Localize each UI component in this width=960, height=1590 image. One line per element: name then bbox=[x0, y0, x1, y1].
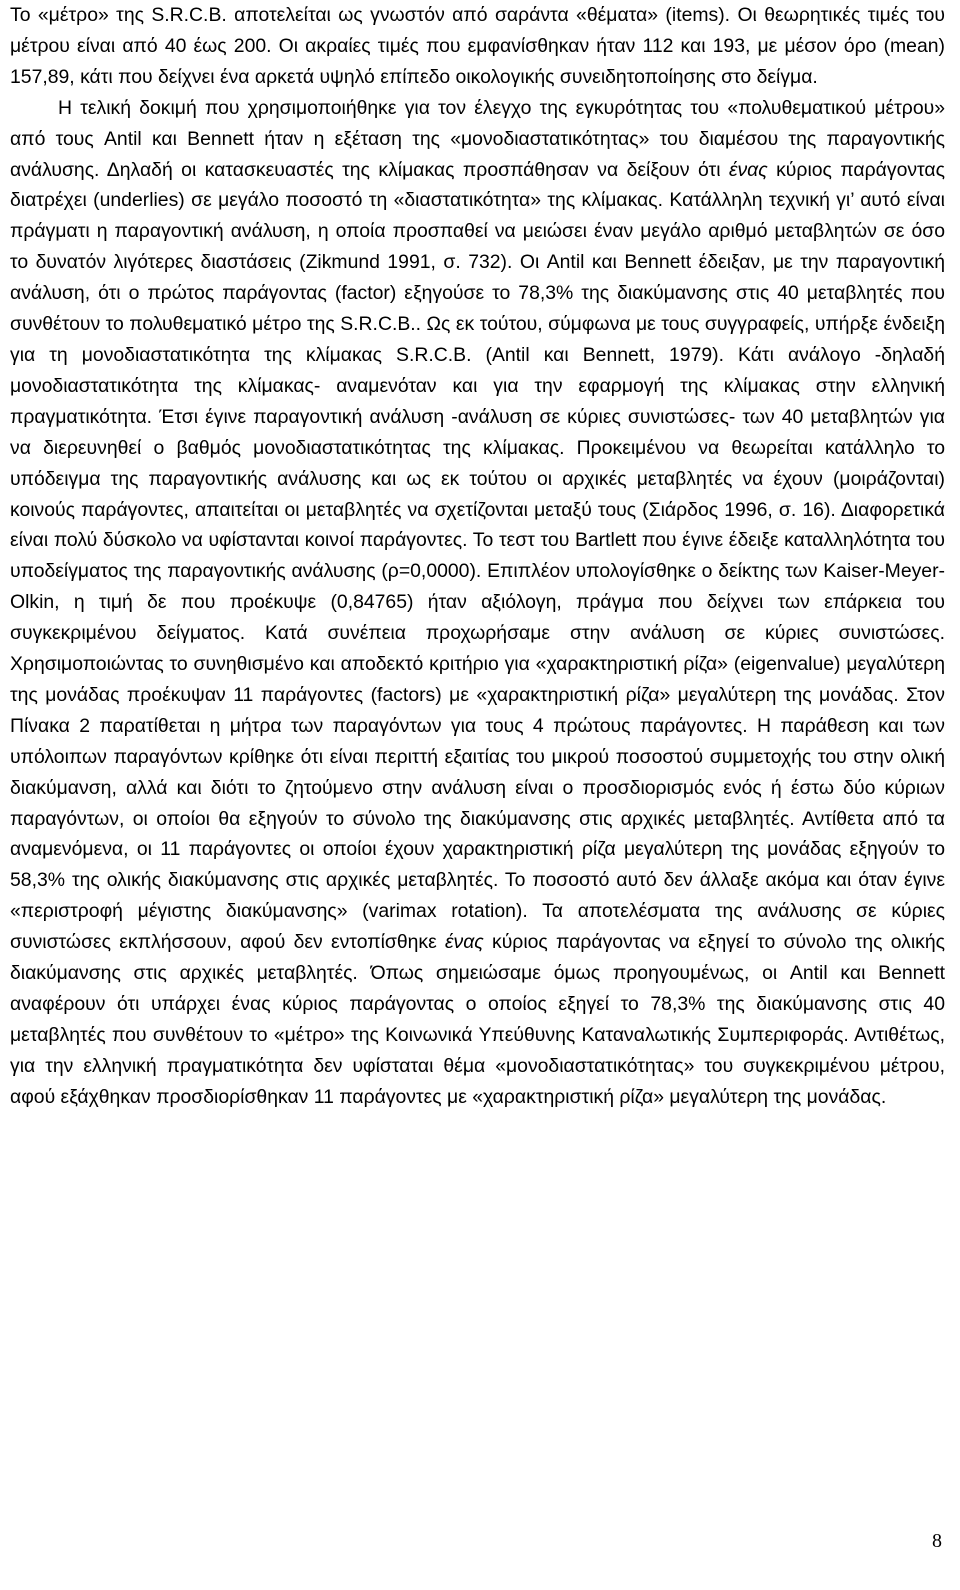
paragraph-text-part-3: κύριος παράγοντας να εξηγεί το σύνολο της ολικής διακύμανσης στις αρχικές μεταβλητές. Όπως σημειώσαμε όμως προηγουμένως, οι Antil και Bennett αναφέρουν ότι υπάρχει ένας κύριος παράγοντας ο οποίος εξηγεί το 78,3% της διακύμανσης στις 40 μεταβλητές που συνθέτουν το «μέτρο» της Κοινωνικά Υπεύθυνης Καταναλωτικής Συμπεριφοράς. Αντιθέτως, για την ελληνική πραγματικότητα δεν υφίσταται θέμα «μονοδιαστατικότητας» του συγκεκριμένου μέτρου, αφού εξάχθηκαν προσδιορίσθηκαν 11 παράγοντες με «χαρακτηριστική ρίζα» μεγαλύτερη της μονάδας. bbox=[10, 931, 945, 1108]
paragraph-intro: Το «μέτρο» της S.R.C.B. αποτελείται ως γνωστόν από σαράντα «θέματα» (items). Οι θεωρητικές τιμές του μέτρου είναι από 40 έως 200. Οι ακραίες τιμές που εμφανίσθηκαν ήταν 112 και 193, με μέσον όρο (mean) 157,89, κάτι που δείχνει ένα αρκετά υψηλό επίπεδο οικολογικής συνειδητοποίησης στο δείγμα. bbox=[10, 4, 945, 88]
paragraph-text-part-2: κύριος παράγοντας διατρέχει (underlies) σε μεγάλο ποσοστό τη «διαστατικότητα» της κλίμακας. Κατάλληλη τεχνική γι’ αυτό είναι πράγματι η παραγοντική ανάλυση, η οποία προσπαθεί να μειώσει έναν μεγάλο αριθμό μεταβλητών σε όσο το δυνατόν λιγότερες διαστάσεις (Zikmund 1991, σ. 732). Οι Antil και Bennett έδειξαν, με την παραγοντική ανάλυση, ότι ο πρώτος παράγοντας (factor) εξηγούσε το 78,3% της διακύμανσης στις 40 μεταβλητές που συνθέτουν το πολυθεματικό μέτρο της S.R.C.B.. Ως εκ τούτου, σύμφωνα με τους συγγραφείς, υπήρξε ένδειξη για τη μονοδιαστατικότητα της κλίμακας S.R.C.B. (Antil και Bennett, 1979). Κάτι ανάλογο -δηλαδή μονοδιαστατικότητα της κλίμακας- αναμενόταν και για την εφαρμογή της κλίμακας στην ελληνική πραγματικότητα. Έτσι έγινε παραγοντική ανάλυση -ανάλυση σε κύριες συνιστώσες- των 40 μεταβλητών για να διερευνηθεί ο βαθμός μονοδιαστατικότητας της κλίμακας. Προκειμένου να θεωρείται κατάλληλο το υπόδειγμα της παραγοντικής ανάλυσης και ως εκ τούτου οι αρχικές μεταβλητές να έχουν (μοιράζονται) κοινούς παράγοντες, απαιτείται οι μεταβλητές να σχετίζονται μεταξύ τους (Σιάρδος 1996, σ. 16). Διαφορετικά είναι πολύ δύσκολο να υφίστανται κοινοί παράγοντες. Το τεστ του Bartlett που έγινε έδειξε καταλληλότητα του υποδείγματος της παραγοντικής ανάλυσης (ρ=0,0000). Επιπλέον υπολογίσθηκε ο δείκτης των Kaiser-Meyer-Olkin, η τιμή δε που προέκυψε (0,84765) ήταν αξιόλογη, πράγμα που δείχνει των επάρκεια του συγκεκριμένου δείγματος. Κατά συνέπεια προχωρήσαμε στην ανάλυση σε κύριες συνιστώσες. Χρησιμοποιώντας το συνηθισμένο και αποδεκτό κριτήριο για «χαρακτηριστική ρίζα» (eigenvalue) μεγαλύτερη της μονάδας προέκυψαν 11 παράγοντες (factors) με «χαρακτηριστική ρίζα» μεγαλύτερη της μονάδας. Στον Πίνακα 2 παρατίθεται η μήτρα των παραγόντων για τους 4 πρώτους παράγοντες. Η παράθεση και των υπόλοιπων παραγόντων κρίθηκε ότι είναι περιττή εξαιτίας του μικρού ποσοστού συμμετοχής του στην ολική διακύμανση, αλλά και διότι το ζητούμενο στην ανάλυση είναι ο προσδιορισμός ενός ή έστω δύο κύριων παραγόντων, οι οποίοι θα εξηγούν το σύνολο της διακύμανσης στις αρχικές μεταβλητές. Αντίθετα από τα αναμενόμενα, οι 11 παράγοντες οι οποίοι έχουν χαρακτηριστική ρίζα μεγαλύτερη της μονάδας εξηγούν το 58,3% της ολικής διακύμανσης στις αρχικές μεταβλητές. Το ποσοστό αυτό δεν άλλαξε ακόμα και όταν έγινε «περιστροφή μέγιστης διακύμανσης» (varimax rotation). Τα αποτελέσματα της ανάλυσης σε κύριες συνιστώσες εκπλήσσουν, αφού δεν εντοπίσθηκε bbox=[10, 158, 945, 954]
paragraph-factor-analysis bbox=[10, 93, 945, 1113]
document-body bbox=[10, 0, 945, 1113]
page-number: 8 bbox=[932, 1530, 942, 1552]
emphasis-word: ένας bbox=[728, 158, 768, 181]
emphasis-word: ένας bbox=[445, 931, 484, 954]
paragraph-text-part-1: Η τελική δοκιμή που χρησιμοποιήθηκε για τον έλεγχο της εγκυρότητας του «πολυθεματικού μέτρου» από τους Antil και Bennett ήταν η εξέταση της «μονοδιαστατικότητας» του διαμέσου της παραγοντικής ανάλυσης. Δηλαδή οι κατασκευαστές της κλίμακας προσπάθησαν να δείξουν ότι bbox=[10, 96, 945, 181]
